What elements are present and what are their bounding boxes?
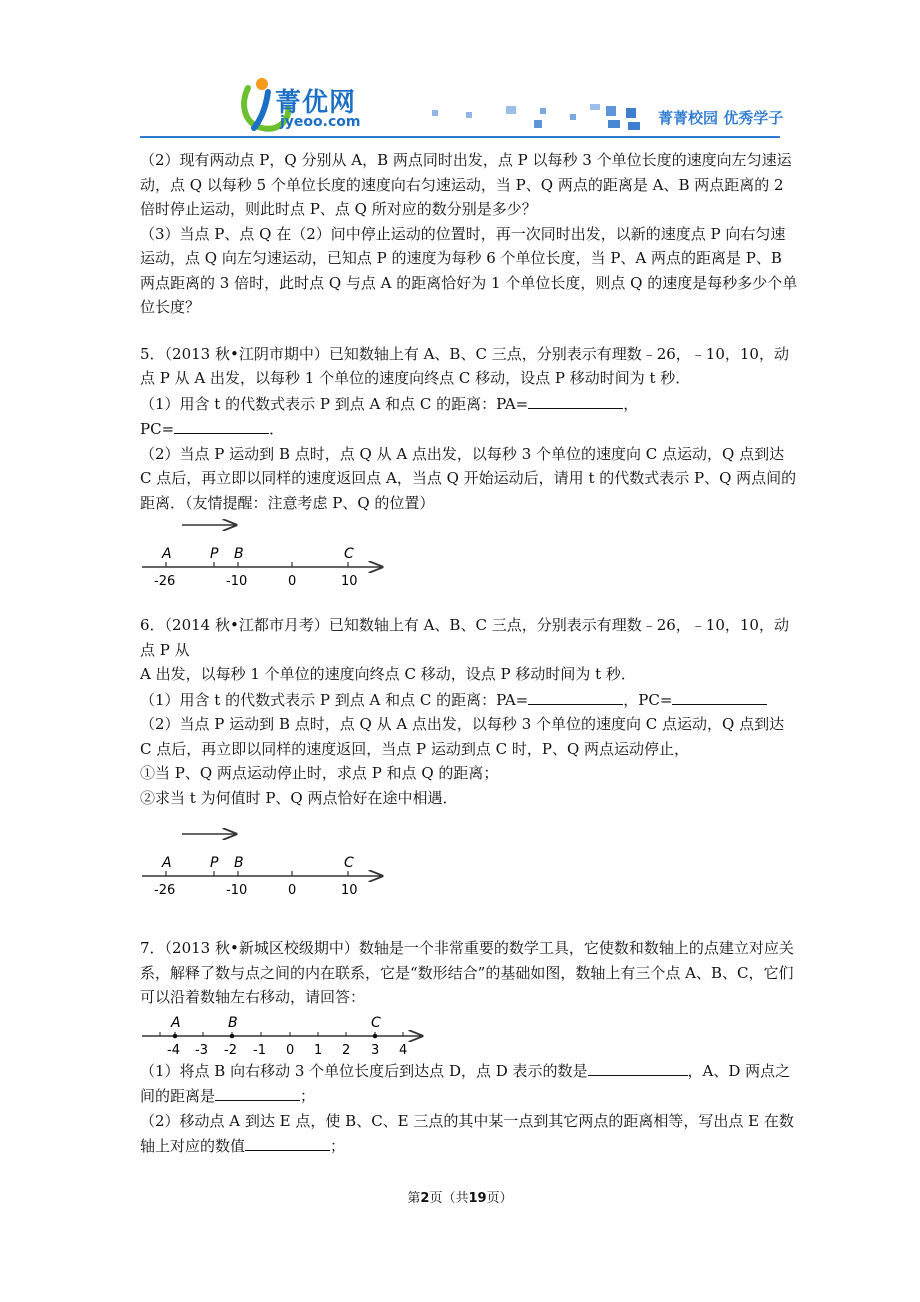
tick-label: 3 — [371, 1042, 380, 1058]
logo-title: 菁优网 — [275, 88, 357, 118]
q7-part1-text2: ，A、D 两点之间的距离是 — [140, 1061, 791, 1105]
point-label: B — [234, 546, 244, 562]
point-label: B — [228, 1014, 238, 1031]
tick-label: -26 — [154, 883, 176, 898]
decorative-squares-icon — [430, 94, 650, 134]
tick-label: 4 — [399, 1042, 408, 1058]
tick-label: 0 — [286, 1042, 295, 1058]
point-label: A — [162, 546, 172, 562]
point-a-dot — [173, 1033, 178, 1038]
page-footer — [0, 1187, 920, 1206]
q4-part3: （3）当点 P、点 Q 在（2）问中停止运动的位置时，再一次同时出发，以新的速度点 P 向右匀速运动，点 Q 向左匀速运动，已知点 P 的速度为每秒 6 个单位长度，当 P、A 两点的距离是 P、B 两点距离的 3 倍时，此时点 Q 与点 A 的距离恰好为 1 个单位长度，则点 Q 的速度是每秒多少个单位长度？ — [140, 224, 798, 316]
point-label: A — [171, 1014, 181, 1031]
q6-sub1: ①当 P、Q 两点运动停止时，求点 P 和点 Q 的距离； — [140, 764, 499, 782]
q5-part1-text: （1）用含 t 的代数式表示 P 到点 A 和点 C 的距离：PA= — [140, 394, 529, 413]
q5-number-line — [140, 515, 800, 591]
footer-pre: 第 — [407, 1191, 421, 1206]
q7-part2-end: ； — [330, 1137, 346, 1155]
q7-part1-text: （1）将点 B 向右移动 3 个单位长度后到达点 D，点 D 表示的数是 — [140, 1061, 588, 1080]
footer-post: 页） — [486, 1191, 513, 1206]
q6-stem-line1: 6．（2014 秋•江都市月考）已知数轴上有 A、B、C 三点，分别表示有理数﹣26，﹣10，10，动点 P 从 — [140, 616, 789, 659]
q5-part1-pc — [140, 416, 800, 442]
tick-label: 1 — [314, 1042, 323, 1058]
q5-part2: （2）当点 P 运动到 B 点时，点 Q 从 A 点出发，以每秒 3 个单位的速度向 C 点运动，Q 点到达 C 点后，再立即以同样的速度返回点 A，当点 Q 开始运动后，请用 t 的代数式表示 P、Q 两点间的距离．（友情提醒：注意考虑 P、Q 的位置） — [140, 444, 797, 512]
point-label: P — [210, 546, 219, 562]
logo-domain: jyeoo.com — [280, 114, 361, 130]
tick-label: -4 — [167, 1042, 180, 1058]
point-label: C — [344, 546, 354, 562]
q6-part1 — [140, 687, 800, 713]
footer-total-pages: 19 — [468, 1191, 487, 1206]
tick-label: -10 — [226, 883, 248, 898]
q6-pc-blank[interactable] — [672, 687, 767, 705]
q7-ad-distance-blank[interactable] — [215, 1083, 300, 1101]
point-label: A — [162, 855, 172, 871]
tick-label: -26 — [154, 574, 176, 589]
point-c-dot — [373, 1033, 378, 1038]
point-label: C — [344, 855, 354, 871]
point-label: B — [234, 855, 244, 871]
tick-label: 2 — [342, 1042, 351, 1058]
point-b-dot — [230, 1033, 235, 1038]
q5-part1-sep: ， — [623, 394, 639, 413]
q5-pc-label: PC= — [140, 420, 175, 438]
q6-sub2: ②求当 t 为何值时 P、Q 两点恰好在途中相遇． — [140, 788, 458, 807]
tick-label: 0 — [288, 574, 297, 589]
q6-pa-blank[interactable] — [528, 687, 623, 705]
q7-d-value-blank[interactable] — [588, 1058, 688, 1076]
page-header — [140, 74, 790, 144]
q5-stem: 5．（2013 秋•江阴市期中）已知数轴上有 A、B、C 三点，分别表示有理数﹣26，﹣10，10，动点 P 从 A 出发，以每秒 1 个单位的速度向终点 C 移动，设点 P 移动时间为 t 秒． — [140, 344, 789, 387]
point-label: P — [210, 855, 219, 871]
footer-page-number: 2 — [420, 1191, 430, 1206]
q6-number-line — [140, 810, 800, 914]
q7-part1-end: ； — [300, 1087, 316, 1105]
q6-part2: （2）当点 P 运动到 B 点时，点 Q 从 A 点出发，以每秒 3 个单位的速度向 C 点运动，Q 点到达 C 点后，再立即以同样的速度返回，当点 P 运动到点 C 时，P、Q 两点运动停止， — [140, 715, 785, 758]
q5-pa-blank[interactable] — [528, 391, 623, 409]
footer-mid: 页（共 — [429, 1191, 469, 1206]
point-label: C — [371, 1014, 381, 1031]
q5-part1 — [140, 391, 800, 417]
tick-label: 10 — [341, 883, 358, 898]
q7-part2 — [140, 1109, 800, 1159]
q7-stem: 7．（2013 秋•新城区校级期中）数轴是一个非常重要的数学工具，它使数和数轴上的点建立对应关系，解释了数与点之间的内在联系，它是“数形结合”的基础如图，数轴上有三个点 A、B、C，它们可以沿着数轴左右移动，请回答： — [140, 939, 794, 1006]
tick-label: 10 — [341, 574, 358, 589]
q4-part2: （2）现有两动点 P，Q 分别从 A，B 两点同时出发，点 P 以每秒 3 个单位长度的速度向左匀速运动，点 Q 以每秒 5 个单位长度的速度向右匀速运动，当 P、Q 两点的距离是 A、B 两点距离的 2 倍时停止运动，则此时点 P、点 Q 所对应的数分别是多少？ — [140, 151, 792, 218]
q7-part1 — [140, 1058, 800, 1109]
tick-label: -1 — [253, 1042, 266, 1058]
header-slogan: 菁菁校园 优秀学子 — [658, 109, 784, 127]
tick-label: -2 — [224, 1042, 237, 1058]
q7-number-line — [140, 1010, 800, 1058]
tick-label: 0 — [288, 883, 297, 898]
q7-e-value-blank[interactable] — [245, 1133, 330, 1151]
tick-label: -3 — [195, 1042, 208, 1058]
q7-part2-text: （2）移动点 A 到达 E 点，使 B、C、E 三点的其中某一点到其它两点的距离相等，写出点 E 在数轴上对应的数值 — [140, 1111, 794, 1155]
document-body — [140, 148, 800, 1159]
q6-pc-label: ，PC= — [623, 690, 673, 709]
q5-pc-end: ． — [269, 420, 285, 438]
q6-part1-text: （1）用含 t 的代数式表示 P 到点 A 和点 C 的距离：PA= — [140, 690, 529, 709]
header-divider — [140, 136, 780, 138]
tick-label: -10 — [226, 574, 248, 589]
q6-stem-line2: A 出发，以每秒 1 个单位的速度向终点 C 移动，设点 P 移动时间为 t 秒． — [140, 665, 636, 683]
q5-pc-blank[interactable] — [174, 416, 269, 434]
